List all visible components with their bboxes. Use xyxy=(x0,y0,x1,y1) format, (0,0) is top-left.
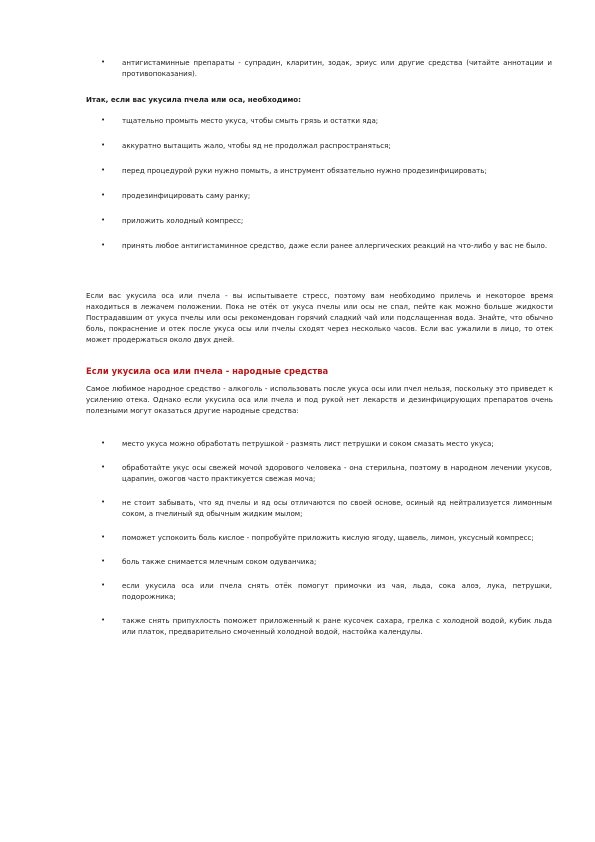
list-item xyxy=(0,497,595,519)
list-item-text: антигистаминные препараты - супрадин, кларитин, зодак, эриус или другие средства (читайте аннотации и противопоказания). xyxy=(122,58,552,78)
list-item xyxy=(0,115,595,126)
list-item xyxy=(0,438,595,449)
list-item-text: боль также снимается млечным соком одуванчика; xyxy=(122,557,317,566)
bullet-icon: • xyxy=(101,58,106,66)
list-item xyxy=(0,57,595,79)
list-item xyxy=(0,215,595,226)
list-item xyxy=(0,462,595,484)
intro-bold-line: Итак, если вас укусила пчела или оса, необходимо: xyxy=(86,95,301,104)
list-item-text: принять любое антигистаминное средство, даже если ранее аллергических реакций на что-либо у вас не было. xyxy=(122,241,548,250)
first-bullet-list xyxy=(0,115,595,251)
bullet-icon: • xyxy=(101,498,106,506)
bullet-icon: • xyxy=(101,191,106,199)
list-item-text: поможет успокоить боль кислое - попробуйте приложить кислую ягоду, щавель, лимон, уксусный компресс; xyxy=(122,533,534,542)
list-item xyxy=(0,190,595,201)
bullet-icon: • xyxy=(101,439,106,447)
list-item-text: тщательно промыть место укуса, чтобы смыть грязь и остатки яда; xyxy=(122,116,379,125)
list-item xyxy=(0,165,595,176)
bullet-icon: • xyxy=(101,141,106,149)
list-item-text: обработайте укус осы свежей мочой здорового человека - она стерильна, поэтому в народном лечении укусов, царапин, ожогов часто практикуется свежая моча; xyxy=(122,463,552,483)
bullet-icon: • xyxy=(101,116,106,124)
list-item-text: приложить холодный компресс; xyxy=(122,216,244,225)
bullet-icon: • xyxy=(101,463,106,471)
list-item xyxy=(0,240,595,251)
section-heading: Если укусила оса или пчела - народные средства xyxy=(86,366,329,376)
top-bullet-list xyxy=(0,57,595,79)
list-item xyxy=(0,615,595,637)
list-item xyxy=(0,556,595,567)
bullet-icon: • xyxy=(101,616,106,624)
bullet-icon: • xyxy=(101,533,106,541)
bullet-icon: • xyxy=(101,216,106,224)
list-item-text: если укусила оса или пчела снять отёк помогут примочки из чая, льда, сока алоэ, лука, петрушки, подорожника; xyxy=(122,581,552,601)
paragraph-after-steps: Если вас укусила оса или пчела - вы испытываете стресс, поэтому вам необходимо прилечь и некоторое время находиться в лежачем положении. Пока не отёк от укуса пчелы или осы не спал, пейте как можно больше жидкости Пострадавшим от укуса пчелы или осы рекомендован горячий сладкий чай или подслащенная вода. Знайте, что обычно боль, покраснение и отек после укуса осы или пчелы сходят через несколько часов. Если вас ужалили в лицо, то отек может продержаться около двух дней. xyxy=(86,291,553,344)
bullet-icon: • xyxy=(101,241,106,249)
list-item-text: перед процедурой руки нужно помыть, а инструмент обязательно нужно продезинфицировать; xyxy=(122,166,487,175)
bullet-icon: • xyxy=(101,557,106,565)
list-item-text: место укуса можно обработать петрушкой - размять лист петрушки и соком смазать место укуса; xyxy=(122,439,494,448)
list-item-text: продезинфицировать саму ранку; xyxy=(122,191,251,200)
list-item-text: аккуратно вытащить жало, чтобы яд не продолжал распространяться; xyxy=(122,141,391,150)
list-item-text: не стоит забывать, что яд пчелы и яд осы отличаются по своей основе, осиный яд нейтрализуется лимонным соком, а пчелиный яд обычным жидким мылом; xyxy=(122,498,552,518)
list-item xyxy=(0,532,595,543)
list-item xyxy=(0,140,595,151)
paragraph-folk-remedies: Самое любимое народное средство - алкоголь - использовать после укуса осы или пчел нельзя, поскольку это приведет к усилению отека. Однако если укусила оса или пчела и под рукой нет лекарств и дезинфицирующих препаратов очень полезными могут оказаться другие народные средства: xyxy=(86,384,553,415)
second-bullet-list xyxy=(0,438,595,637)
bullet-icon: • xyxy=(101,581,106,589)
list-item-text: также снять припухлость поможет приложенный к ране кусочек сахара, грелка с холодной водой, кубик льда или платок, предварительно смоченный холодной водой, настойка календулы. xyxy=(122,616,552,636)
bullet-icon: • xyxy=(101,166,106,174)
list-item xyxy=(0,580,595,602)
